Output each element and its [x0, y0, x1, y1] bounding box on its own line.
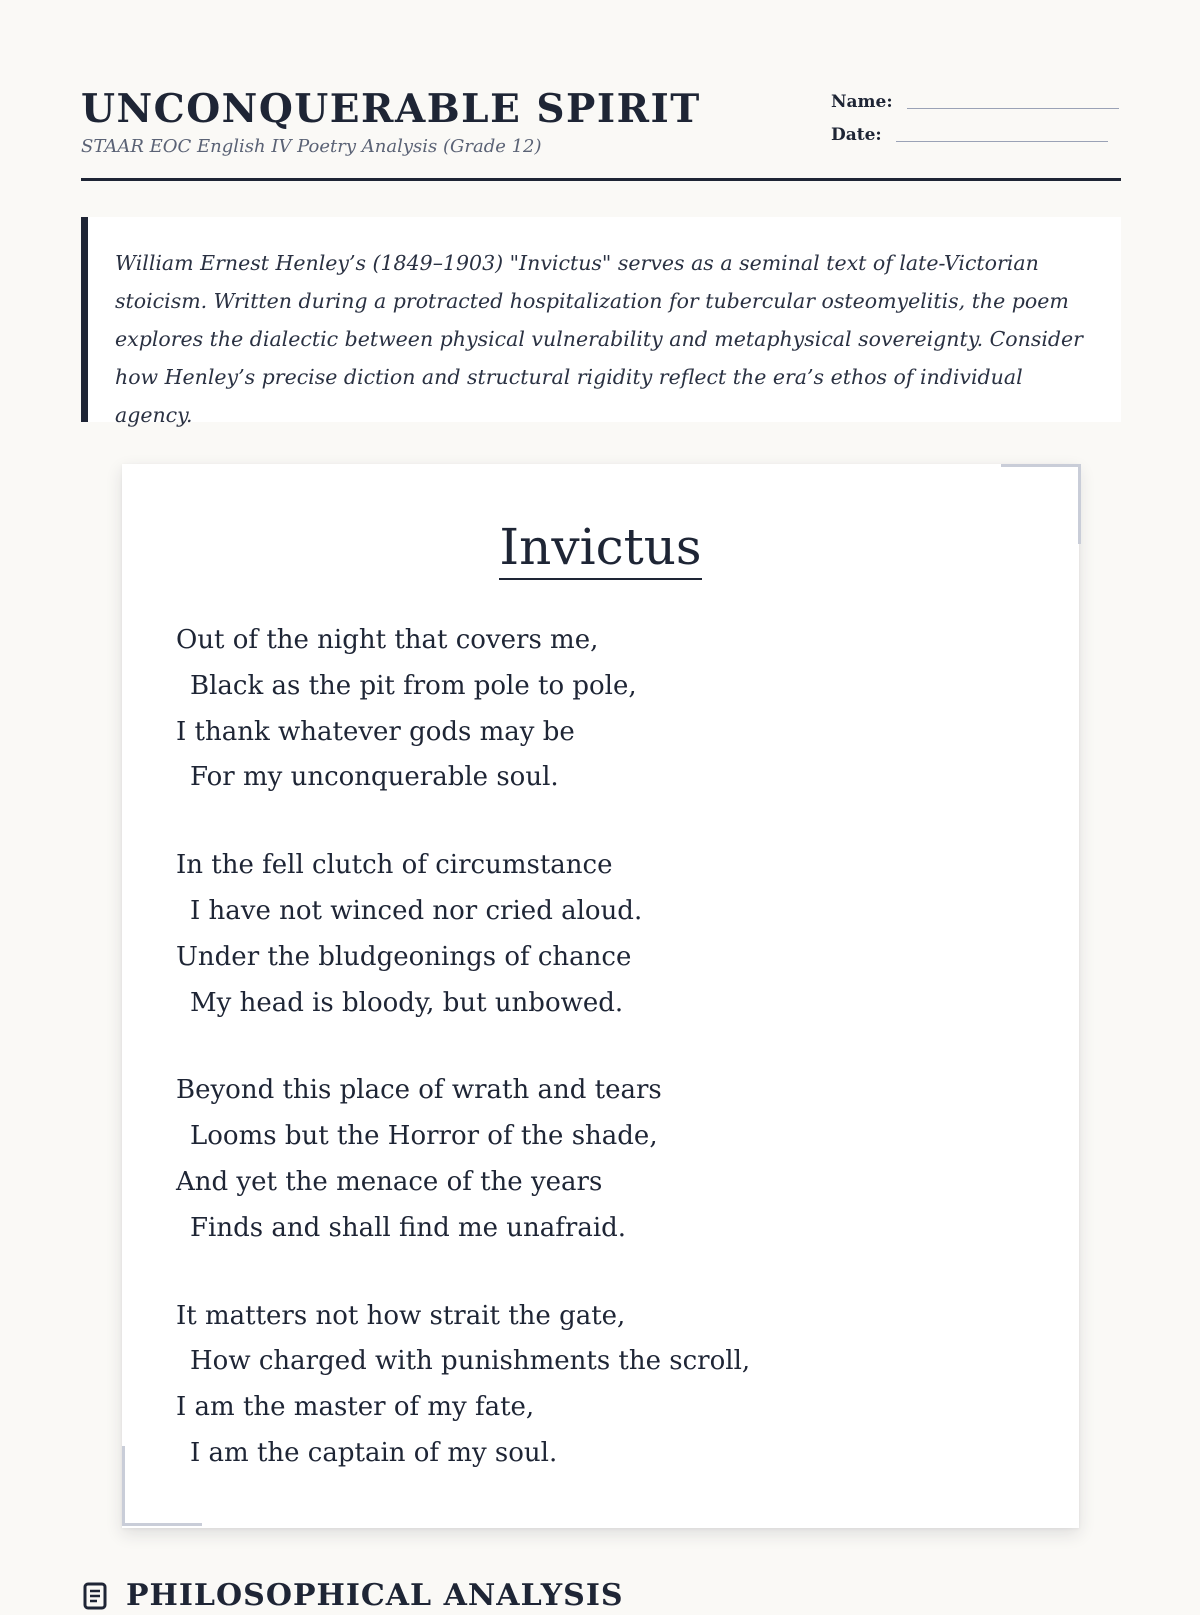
poem-line: It matters not how strait the gate,: [176, 1300, 626, 1331]
poem-body: [176, 618, 750, 1519]
stanza-4: [176, 1294, 750, 1477]
poem-line: I have not winced nor cried aloud.: [190, 895, 643, 926]
poem-line: And yet the menace of the years: [176, 1166, 603, 1197]
worksheet-page: [81, 0, 1121, 1613]
poem-line: My head is bloody, but unbowed.: [190, 987, 624, 1018]
poem-line: I am the captain of my soul.: [190, 1437, 558, 1468]
poem-line: In the fell clutch of circumstance: [176, 850, 613, 881]
poem-line: For my unconquerable soul.: [190, 762, 559, 793]
poem-line: Out of the night that covers me,: [176, 625, 599, 655]
stanza-2: [176, 843, 750, 1026]
stanza-1: [176, 618, 750, 801]
date-blank-line[interactable]: [896, 141, 1108, 142]
worksheet-subtitle: STAAR EOC English IV Poetry Analysis (Grade 12): [81, 136, 542, 157]
name-field: [831, 92, 1119, 112]
section-title: PHILOSOPHICAL ANALYSIS: [126, 1578, 624, 1613]
stanza-3: [176, 1068, 750, 1251]
scroll-icon: [81, 1581, 109, 1611]
poem-line: Beyond this place of wrath and tears: [176, 1075, 662, 1106]
name-blank-line[interactable]: [907, 108, 1119, 109]
date-label: Date:: [831, 125, 882, 145]
poem-title-wrap: [122, 518, 1079, 580]
worksheet-title: UNCONQUERABLE SPIRIT: [81, 86, 701, 132]
poem-line: Finds and shall find me unafraid.: [190, 1212, 627, 1243]
date-field: [831, 125, 1108, 145]
poem-line: Looms but the Horror of the shade,: [190, 1121, 658, 1152]
poem-line: Black as the pit from pole to pole,: [190, 670, 637, 701]
intro-text: William Ernest Henley’s (1849–1903) "Invictus" serves as a seminal text of late-Victorian stoicism. Written during a protracted hospitalization for tubercular osteomyelitis, the poem explores the dialectic between physical vulnerability and metaphysical sovereignty. Consider how Henley’s precise diction and structural rigidity reflect the era’s ethos of individual agency.: [115, 251, 1083, 427]
poem-card: [122, 464, 1079, 1528]
name-label: Name:: [831, 92, 893, 112]
poem-line: I am the master of my fate,: [176, 1392, 535, 1423]
intro-context-box: [81, 217, 1121, 427]
poem-line: I thank whatever gods may be: [176, 716, 575, 747]
poem-line: How charged with punishments the scroll,: [190, 1346, 751, 1377]
worksheet-header: [81, 82, 1121, 181]
poem-title: Invictus: [499, 518, 701, 580]
poem-line: Under the bludgeonings of chance: [176, 941, 632, 972]
philosophical-analysis-heading: [81, 1578, 624, 1613]
